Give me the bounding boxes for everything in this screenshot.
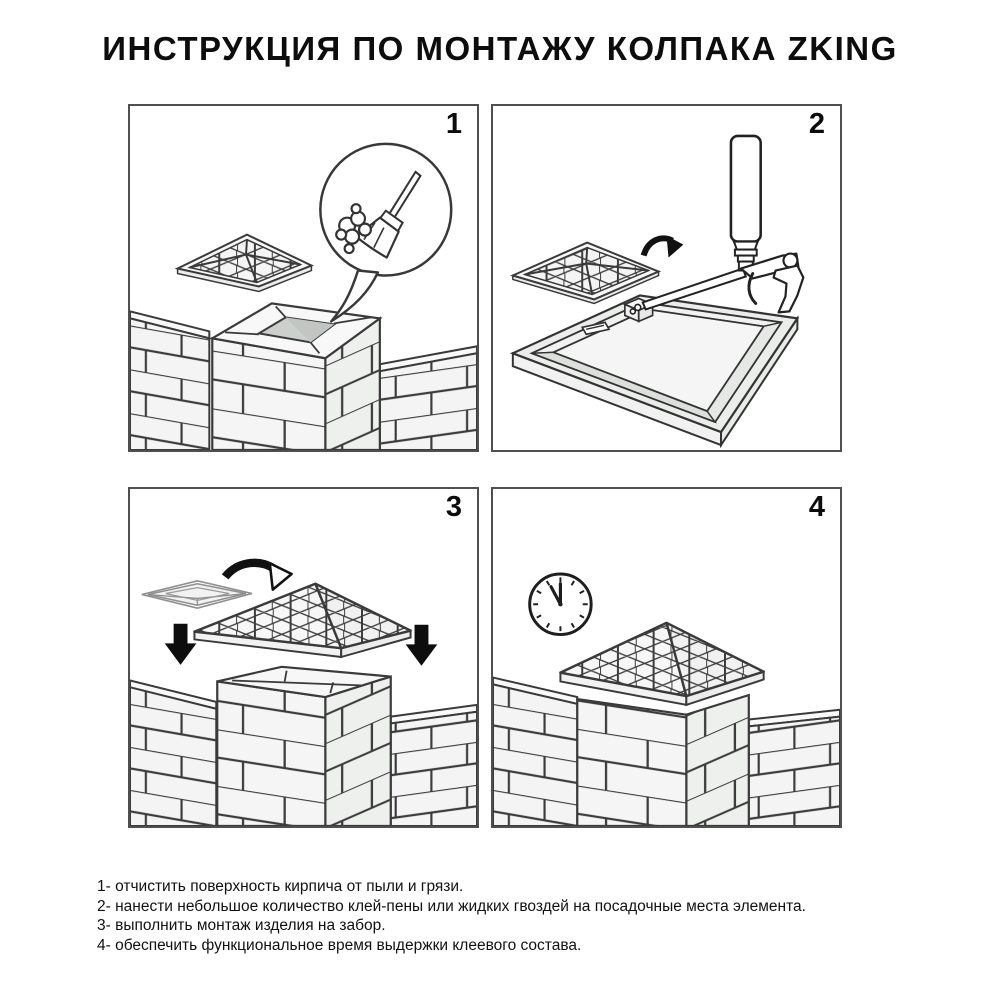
page-title: ИНСТРУКЦИЯ ПО МОНТАЖУ КОЛПАКА ZKING bbox=[102, 30, 898, 67]
chimney-cap-installed bbox=[560, 623, 763, 705]
step-number-2: 2 bbox=[808, 108, 825, 140]
instruction-line-1: 1- отчистить поверхность кирпича от пыли и грязи. bbox=[97, 878, 464, 895]
chimney-cap bbox=[178, 235, 312, 292]
brick-wall-right bbox=[380, 346, 477, 450]
foam-canister bbox=[731, 136, 761, 242]
down-arrow-icon bbox=[165, 624, 197, 665]
brick-wall-right bbox=[391, 705, 477, 826]
panel-step-2 bbox=[491, 104, 842, 452]
brick-pillar-open-top bbox=[212, 303, 380, 450]
brick-wall-left bbox=[493, 678, 577, 826]
instruction-line-4: 4- обеспечить функциональное время выдержки клеевого состава. bbox=[97, 936, 582, 954]
step-number-4: 4 bbox=[808, 491, 825, 523]
brick-wall-right bbox=[749, 710, 840, 826]
cap-underside-tray bbox=[513, 295, 798, 445]
panel-step-1 bbox=[128, 104, 479, 452]
instruction-list bbox=[97, 877, 806, 955]
panel-4-illustration bbox=[493, 489, 840, 826]
flip-arrow-icon bbox=[225, 563, 291, 590]
instruction-line-2: 2- нанести небольшое количество клей-пены или жидких гвоздей на посадочные места элемента. bbox=[97, 897, 806, 915]
instruction-line-3: 3- выполнить монтаж изделия на забор. bbox=[97, 917, 386, 934]
panel-2-illustration bbox=[493, 106, 840, 450]
brick-pillar bbox=[577, 695, 749, 826]
inverted-cap-ghost bbox=[142, 581, 252, 608]
step-number-3: 3 bbox=[445, 491, 462, 523]
panel-step-3 bbox=[128, 487, 479, 828]
chimney-cap-small bbox=[513, 243, 659, 304]
panel-1-illustration bbox=[130, 106, 477, 450]
flip-arrow-icon bbox=[644, 236, 684, 258]
foam-gun-icon bbox=[630, 136, 803, 314]
clock-icon bbox=[530, 574, 591, 635]
panel-step-4 bbox=[491, 487, 842, 828]
brick-wall-left bbox=[130, 680, 216, 826]
step-number-1: 1 bbox=[445, 108, 462, 140]
gun-handle bbox=[774, 266, 804, 313]
panel-3-illustration bbox=[130, 489, 477, 826]
brick-pillar bbox=[217, 667, 391, 826]
brick-wall-left bbox=[130, 311, 209, 450]
